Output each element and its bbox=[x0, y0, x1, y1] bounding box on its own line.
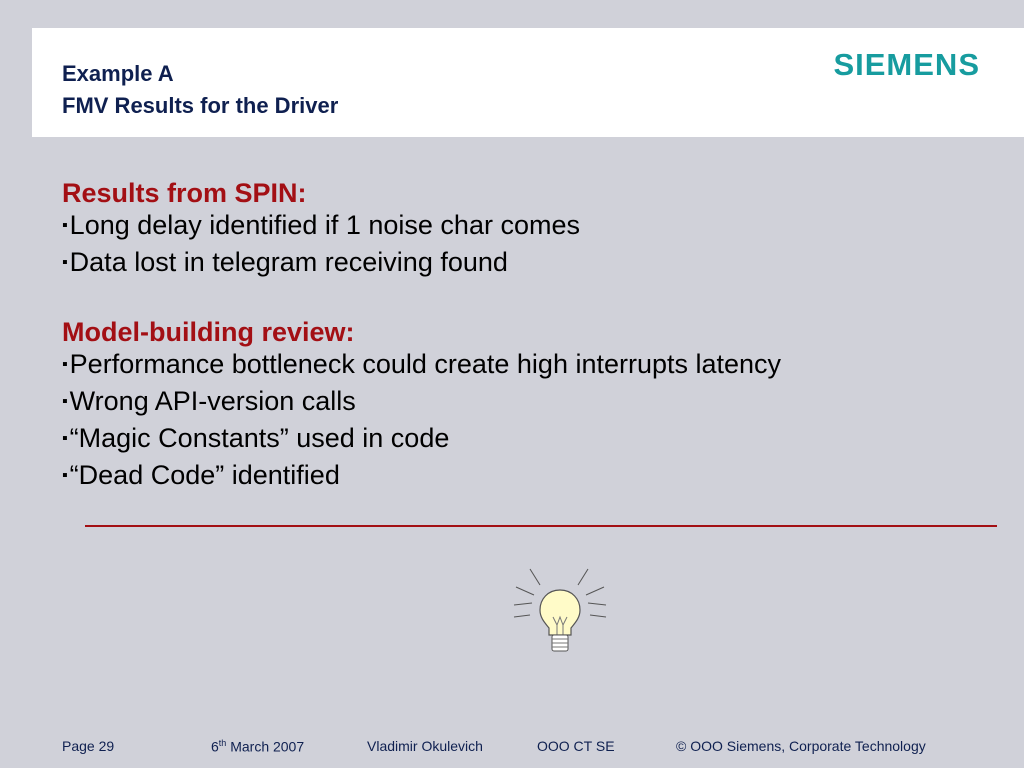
footer-author: Vladimir Okulevich bbox=[367, 738, 483, 754]
section-model-review bbox=[62, 316, 1002, 496]
footer-date-suffix: th bbox=[218, 738, 227, 748]
list-item-text: Long delay identified if 1 noise char comes bbox=[69, 210, 580, 240]
section-heading: Results from SPIN: bbox=[62, 178, 307, 208]
lightbulb-icon bbox=[508, 565, 616, 657]
slide-header bbox=[32, 28, 1024, 137]
section-spin-results bbox=[62, 177, 1002, 283]
list-item bbox=[62, 348, 1002, 385]
footer-date-day: 6 bbox=[211, 738, 219, 755]
list-item-text: Performance bottleneck could create high interrupts latency bbox=[69, 349, 782, 379]
slide-title bbox=[62, 58, 338, 122]
siemens-logo: SIEMENS bbox=[833, 47, 980, 82]
list-item bbox=[62, 459, 1002, 496]
list-item bbox=[62, 246, 1002, 283]
footer-page-number: Page 29 bbox=[62, 738, 115, 754]
slide-content bbox=[62, 177, 1002, 496]
section-heading: Model-building review: bbox=[62, 317, 355, 347]
list-item bbox=[62, 422, 1002, 459]
bullet-marker: ▪ bbox=[62, 217, 68, 234]
list-item-text: Data lost in telegram receiving found bbox=[69, 247, 508, 277]
footer-date-rest: March 2007 bbox=[226, 738, 305, 755]
bullet-marker: ▪ bbox=[62, 254, 68, 271]
spacer bbox=[62, 283, 1002, 316]
list-item-text: “Dead Code” identified bbox=[69, 460, 340, 490]
footer-date bbox=[211, 738, 304, 755]
title-line-2: FMV Results for the Driver bbox=[62, 93, 339, 118]
footer-department: OOO CT SE bbox=[537, 738, 615, 754]
title-line-1: Example A bbox=[62, 61, 174, 86]
bullet-marker: ▪ bbox=[62, 356, 68, 373]
list-item bbox=[62, 385, 1002, 422]
footer-copyright: © OOO Siemens, Corporate Technology bbox=[676, 738, 926, 754]
bullet-marker: ▪ bbox=[62, 467, 68, 484]
list-item-text: Wrong API-version calls bbox=[69, 386, 356, 416]
bullet-marker: ▪ bbox=[62, 393, 68, 410]
list-item bbox=[62, 209, 1002, 246]
bullet-marker: ▪ bbox=[62, 430, 68, 447]
divider-line bbox=[85, 525, 997, 527]
list-item-text: “Magic Constants” used in code bbox=[69, 423, 450, 453]
